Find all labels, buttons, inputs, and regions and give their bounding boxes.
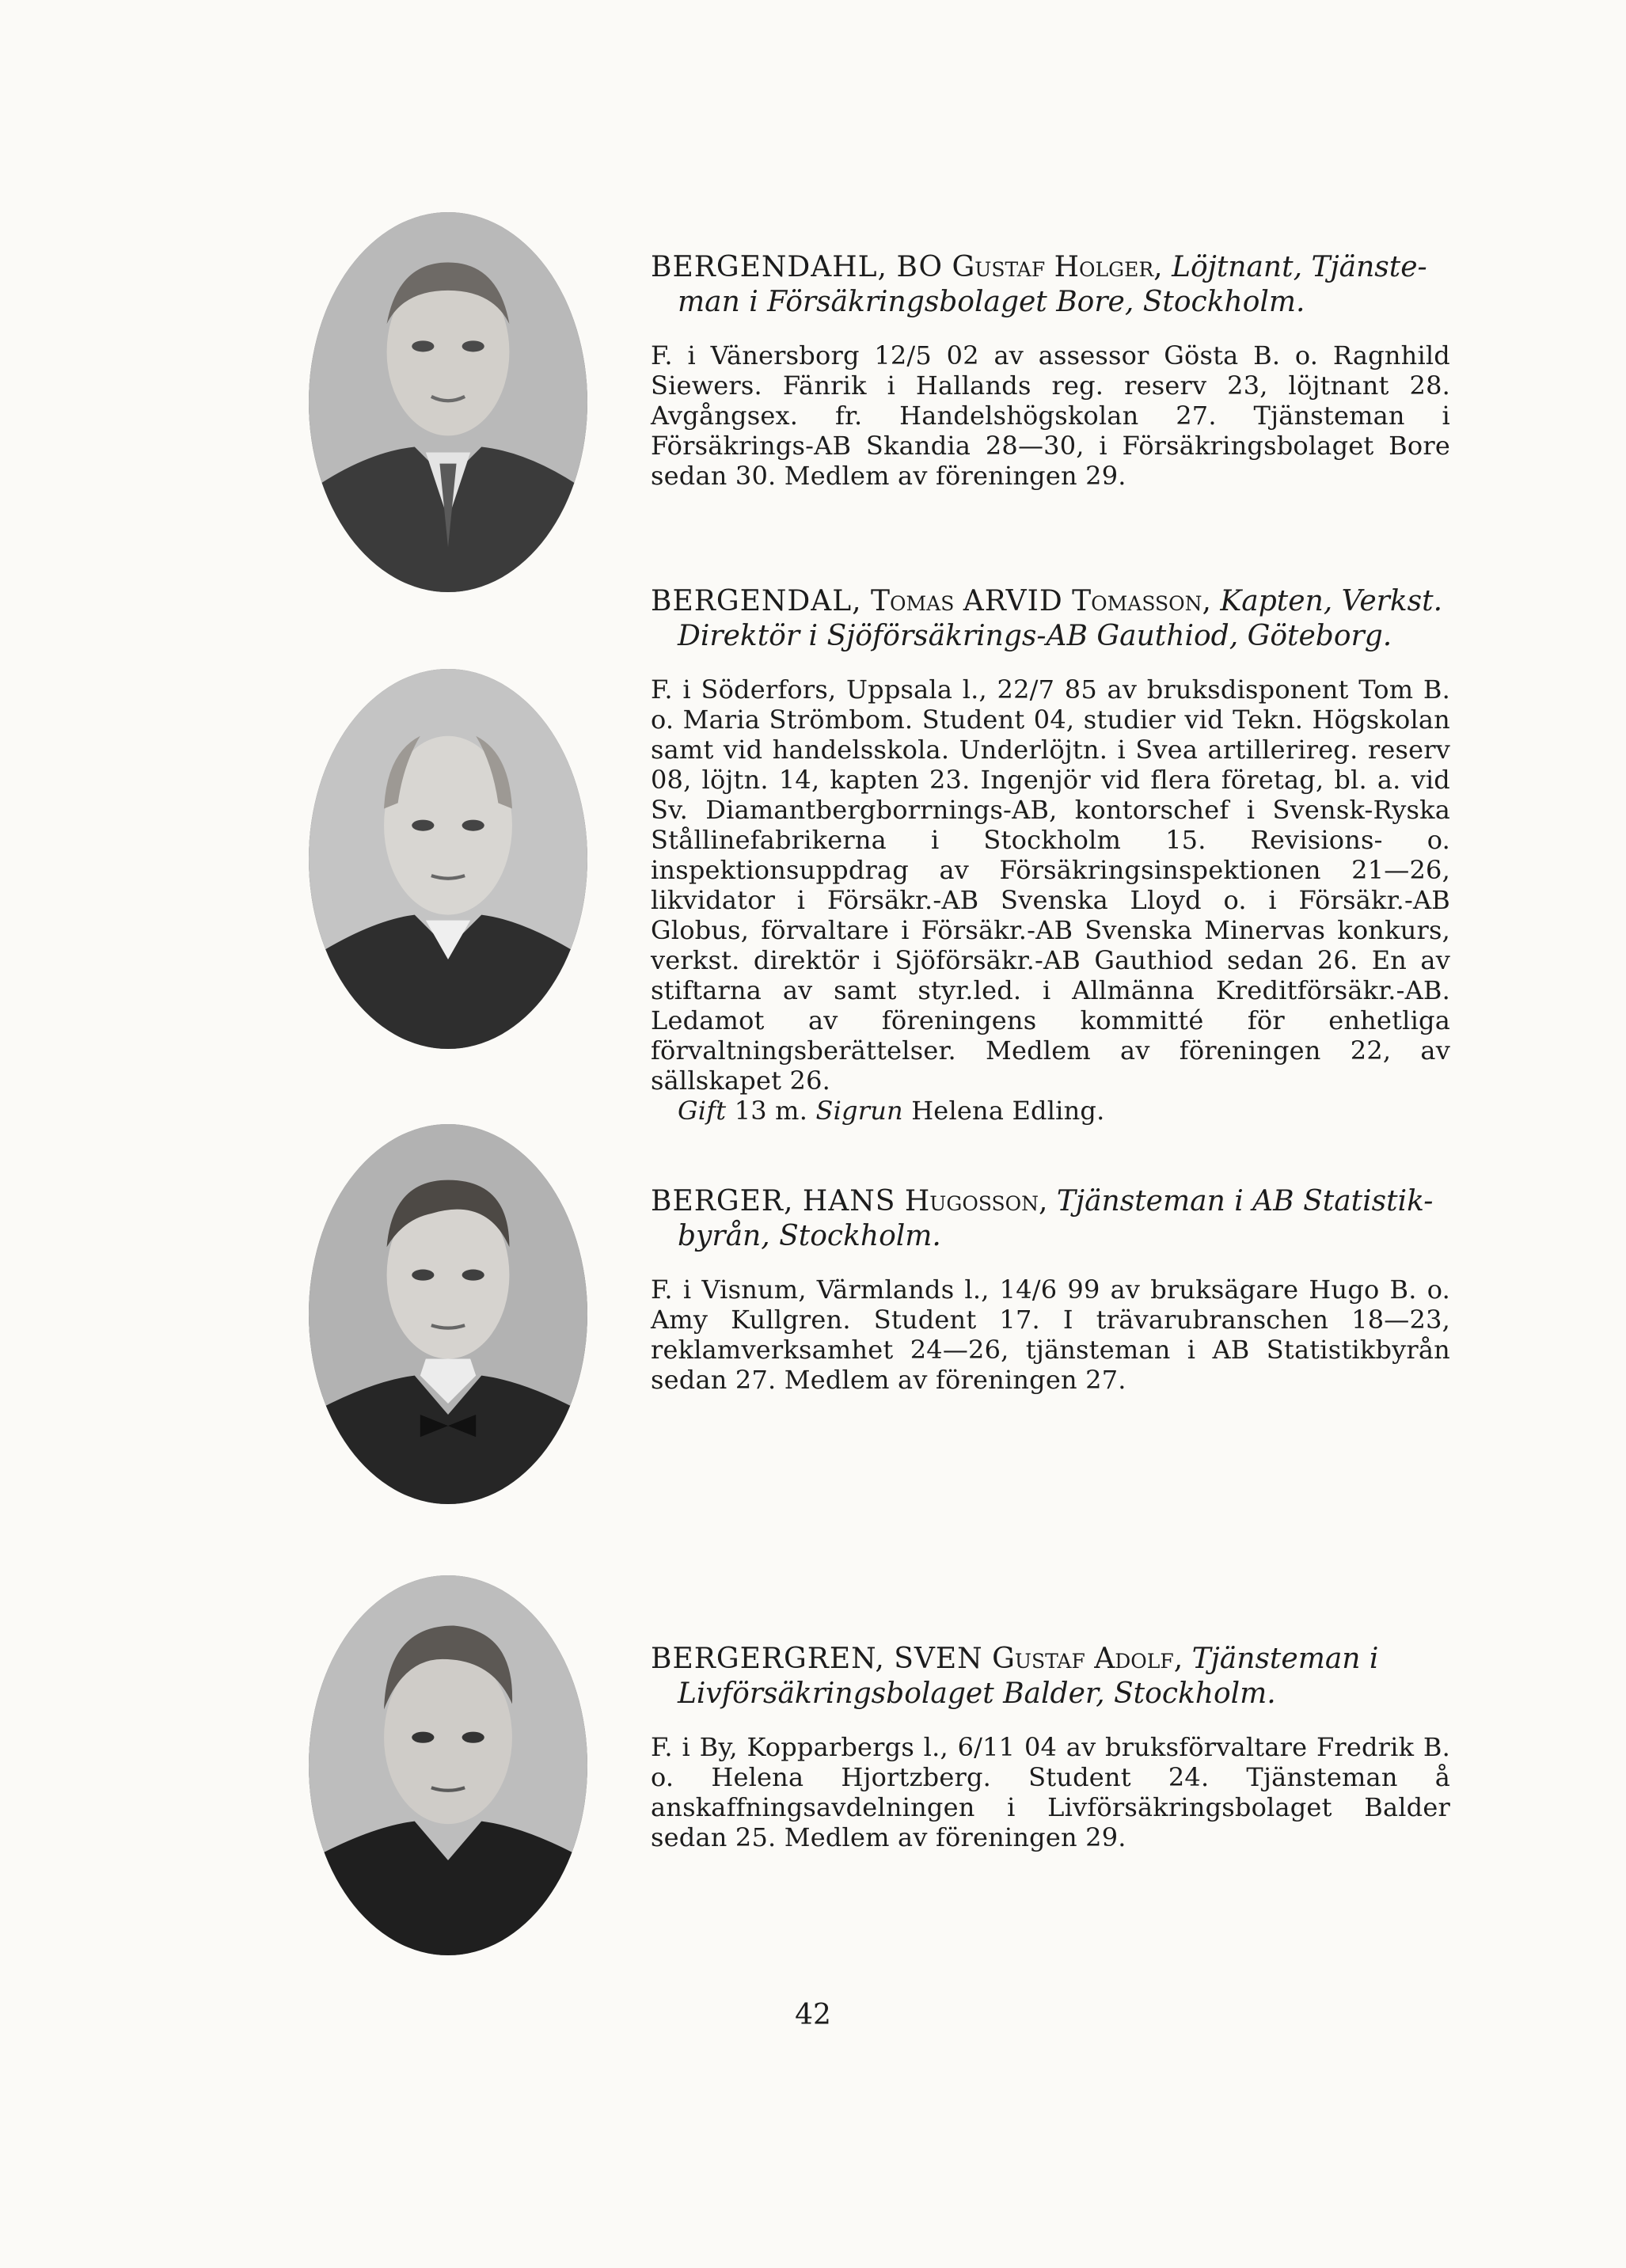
biography: F. i By, Kopparbergs l., 6/11 04 av bruksförvaltare Fredrik B. o. Helena Hjortzberg. Student 24. Tjänsteman å anskaffningsavdelningen i Livförsäkringsbolaget Balder sedan 25. Medlem av föreningen 29. — [651, 1732, 1450, 1852]
given-names-small-caps: Tomasson, — [1072, 585, 1211, 617]
biography: F. i Vänersborg 12/5 02 av assessor Gösta B. o. Ragnhild Siewers. Fänrik i Hallands reg. reserv 23, löjtnant 28. Avgångsex. fr. Handelshögskolan 27. Tjänsteman i Försäkrings-AB Skandia 28—30, i Försäkringsbolaget Bore sedan 30. Medlem av föreningen 29. — [651, 340, 1450, 491]
surname: BERGERGREN, — [651, 1643, 885, 1675]
title-continued: byrån, Stockholm. — [678, 1220, 941, 1252]
given-names-small-caps: Hugosson, — [904, 1185, 1048, 1218]
entry-heading — [651, 250, 1450, 320]
entry-text — [651, 250, 1450, 491]
biography: F. i Visnum, Värmlands l., 14/6 99 av bruksägare Hugo B. o. Amy Kullgren. Student 17. I trävarubranschen 18—23, reklamverksamhet 24—26, tjänsteman i AB Statistikbyrån sedan 27. Medlem av föreningen 27. — [651, 1275, 1450, 1395]
portrait-photo-icon — [309, 1575, 587, 1955]
entry-heading — [651, 1184, 1450, 1254]
entry-text — [651, 1642, 1450, 1852]
given-name-small-caps: Tomas — [871, 585, 955, 617]
entry-text — [651, 1184, 1450, 1395]
entry-heading — [651, 584, 1450, 654]
page-number: 42 — [795, 1999, 831, 2031]
spouse-name: Sigrun — [815, 1096, 903, 1126]
portrait-photo-icon — [309, 212, 587, 592]
title: Tjänsteman i — [1191, 1643, 1379, 1675]
spouse-surname: Helena Edling. — [911, 1096, 1105, 1126]
surname: BERGENDAL, — [651, 585, 862, 617]
given-name: BO — [896, 251, 944, 283]
title: Tjänsteman i AB Statistik- — [1056, 1185, 1434, 1218]
title: Löjtnant, Tjänste- — [1172, 251, 1427, 283]
marriage-line — [651, 1096, 1450, 1126]
gift-text: 13 m. — [734, 1096, 808, 1126]
title: Kapten, Verkst. — [1220, 585, 1443, 617]
title-continued: man i Försäkringsbolaget Bore, Stockholm. — [678, 286, 1305, 318]
gift-label: Gift — [678, 1096, 727, 1126]
entry-text — [651, 584, 1450, 1126]
biography: F. i Söderfors, Uppsala l., 22/7 85 av bruksdisponent Tom B. o. Maria Strömbom. Student 04, studier vid Tekn. Högskolan samt vid handelsskola. Underlöjtn. i Svea artillerireg. reserv 08, löjtn. 14, kapten 23. Ingenjör vid flera företag, bl. a. vid Sv. Diamantbergborrnings-AB, kontorschef i Svensk-Ryska Stållinefabrikerna i Stockholm 15. Revisions- o. inspektionsuppdrag av Försäkringsinspektionen 21—26, likvidator i Försäkr.-AB Svenska Lloyd o. i Försäkr.-AB Globus, förvaltare i Försäkr.-AB Svenska Minervas konkurs, verkst. direktör i Sjöförsäkr.-AB Gauthiod sedan 26. En av stiftarna av samt styr.led. i Allmänna Kreditförsäkr.-AB. Ledamot av föreningens kommitté för enhetliga förvaltningsberättelser. Medlem av föreningen 22, av sällskapet 26. — [651, 674, 1450, 1096]
given-name: HANS — [802, 1185, 896, 1218]
surname: BERGER, — [651, 1185, 794, 1218]
surname: BERGENDAHL, — [651, 251, 887, 283]
given-names-small-caps: Gustaf Adolf, — [992, 1643, 1183, 1675]
entry-heading — [651, 1642, 1450, 1711]
given-name: ARVID — [963, 585, 1063, 617]
given-name: SVEN — [894, 1643, 983, 1675]
portrait-photo-icon — [309, 1124, 587, 1504]
given-names-small-caps: Gustaf Holger, — [952, 251, 1163, 283]
portrait-photo-icon — [309, 669, 587, 1049]
title-continued: Direktör i Sjöförsäkrings-AB Gauthiod, Göteborg. — [678, 620, 1392, 652]
title-continued: Livförsäkringsbolaget Balder, Stockholm. — [678, 1677, 1276, 1710]
